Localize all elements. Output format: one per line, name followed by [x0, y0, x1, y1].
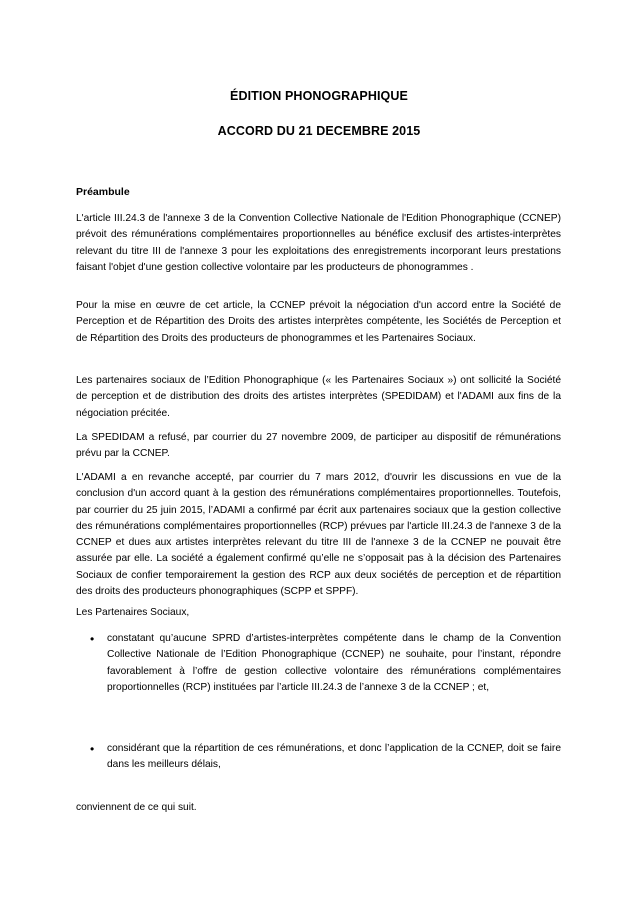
- bullet-icon: •: [90, 632, 95, 646]
- paragraph: Pour la mise en œuvre de cet article, la CCNEP prévoit la négociation d'un accord entre la Société de Perception et de Répartition des Droits des artistes interprètes compétente, les Sociétés de Perception et de Répartition des Droits des producteurs de phonogrammes et les Partenaires Sociaux.: [76, 300, 561, 344]
- paragraph: Les partenaires sociaux de l’Edition Phonographique (« les Partenaires Sociaux ») ont sollicité la Société de perception et de distribution des droits des artistes interprètes (SPEDIDAM) et l'ADAMI aux fins de la négociation précitée.: [76, 375, 561, 419]
- document-title: ÉDITION PHONOGRAPHIQUE: [230, 89, 408, 103]
- bullet-text: considérant que la répartition de ces rémunérations, et donc l’application de la CCNEP, doit se faire dans les meilleurs délais,: [107, 743, 561, 771]
- document-subtitle: ACCORD DU 21 DECEMBRE 2015: [217, 124, 421, 138]
- closing-statement: conviennent de ce qui suit.: [76, 802, 197, 813]
- paragraph: Les Partenaires Sociaux,: [76, 607, 190, 618]
- bullet-text: constatant qu’aucune SPRD d’artistes-interprètes compétente dans le champ de la Convention Collective Nationale de l’Edition Phonographique (CCNEP) ne souhaite, pour l’instant, répondre favorablement à l’offre de gestion collective volontaire des rémunérations complémentaires proportionnelles (RCP) instituées par l’article III.24.3 de l’annexe 3 de la CCNEP ; et,: [107, 633, 561, 693]
- bullet-icon: •: [90, 742, 95, 756]
- preamble-heading: Préambule: [76, 186, 130, 198]
- paragraph: L'article III.24.3 de l'annexe 3 de la Convention Collective Nationale de l'Edition Phonographique (CCNEP) prévoit des rémunérations complémentaires proportionnelles au bénéfice exclusif des artistes-interprètes relevant du titre III de l'annexe 3 pour les exploitations des enregistrements incorporant leurs prestations faisant l'objet d'une gestion collective volontaire par les producteurs de phonogrammes .: [76, 213, 561, 273]
- bullet-item: [90, 631, 561, 696]
- paragraph: L'ADAMI a en revanche accepté, par courrier du 7 mars 2012, d'ouvrir les discussions en vue de la conclusion d'un accord quant à la gestion des rémunérations complémentaires proportionnelles. Toutefois, par courrier du 25 juin 2015, l’ADAMI a confirmé par écrit aux partenaires sociaux que la gestion collective des rémunérations complémentaires proportionnelles (RCP) prévues par l'article III.24.3 de l'annexe 3 de la CCNEP et dues aux artistes interprètes relevant du titre III de l'annexe 3 de la CCNEP ne pouvait être assurée par elle. La société a également confirmé qu’elle ne s’opposait pas à la décision des Partenaires Sociaux de confier temporairement la gestion des RCP aux deux sociétés de perception et de répartition des droits des producteurs phonographiques (SCPP et SPPF).: [76, 472, 561, 598]
- bullet-item: [90, 741, 561, 774]
- paragraph: La SPEDIDAM a refusé, par courrier du 27 novembre 2009, de participer au dispositif de rémunérations prévu par la CCNEP.: [76, 432, 561, 460]
